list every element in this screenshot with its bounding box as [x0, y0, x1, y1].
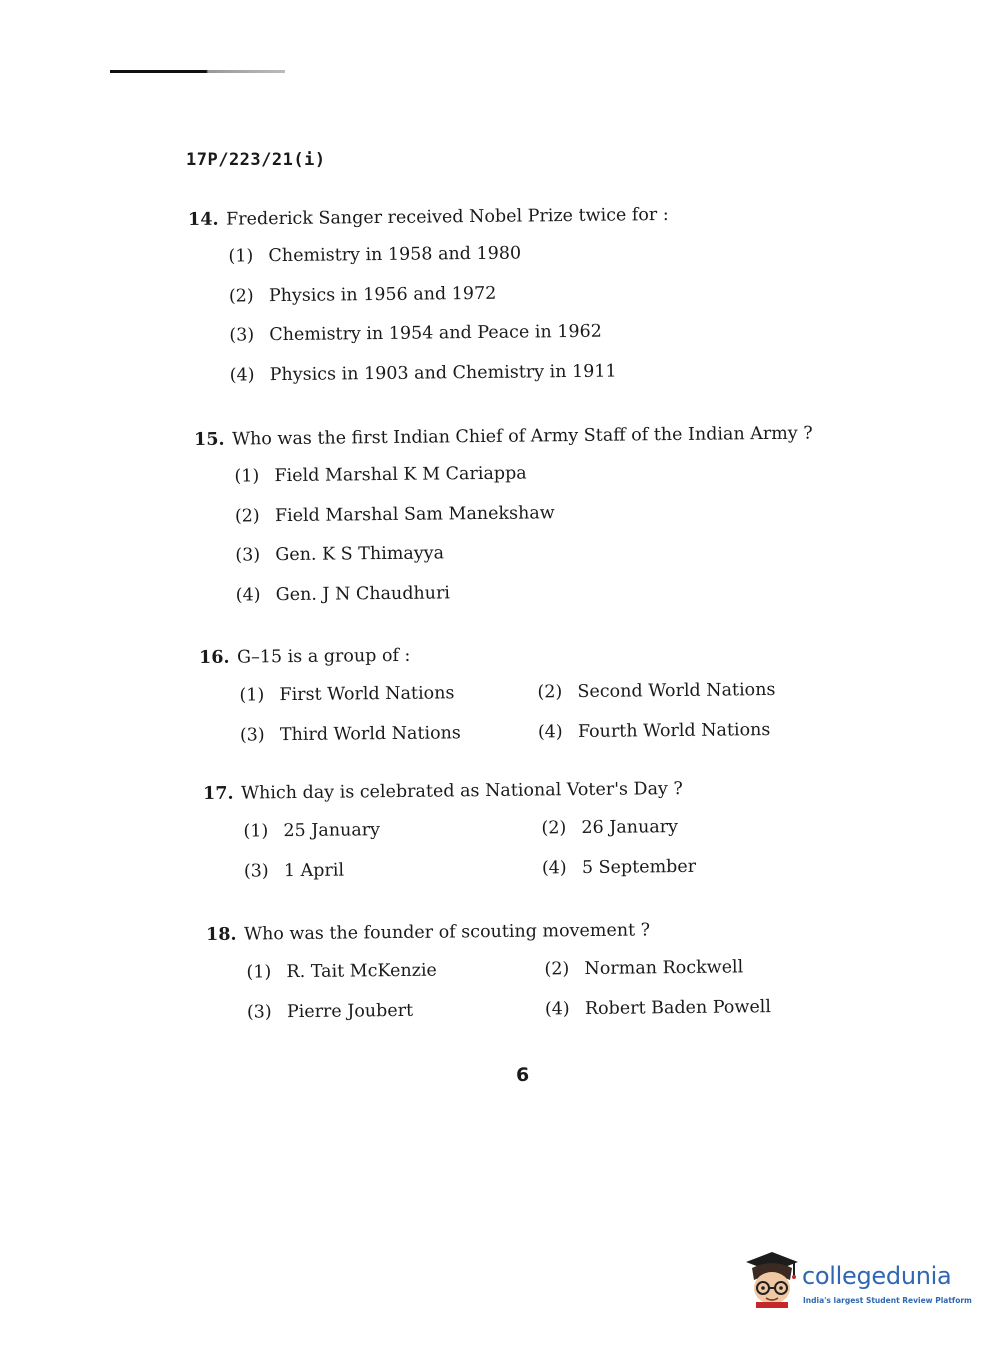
question-text: Frederick Sanger received Nobel Prize twice for :: [225, 204, 669, 230]
graduate-mascot-icon: [742, 1250, 800, 1308]
paper-code: 17P/223/21(i): [186, 150, 326, 170]
question-16: [199, 642, 798, 746]
question-number: 16.: [199, 647, 230, 668]
option-4: (4) Gen. J N Chaudhuri: [235, 582, 451, 606]
option-1: (1) First World Nations: [239, 683, 455, 706]
option-3: (3) Pierre Joubert: [246, 1000, 414, 1023]
option-1: (1) R. Tait McKenzie: [246, 960, 437, 983]
option-2: (2) Norman Rockwell: [544, 957, 744, 980]
page-number: 6: [516, 1064, 530, 1086]
header-rule: [110, 70, 285, 73]
option-1: (1) Chemistry in 1958 and 1980: [228, 243, 522, 267]
question-number: 14.: [188, 209, 219, 230]
question-text: Who was the first Indian Chief of Army Staff of the Indian Army ?: [231, 423, 813, 450]
question-text: Who was the founder of scouting movement ?: [243, 920, 651, 945]
option-2: (2) 26 January: [541, 817, 679, 839]
option-2: (2) Physics in 1956 and 1972: [228, 283, 497, 307]
option-4: (4) Fourth World Nations: [537, 720, 771, 743]
option-3: (3) 1 April: [243, 860, 345, 882]
question-18: [206, 919, 805, 1023]
option-1: (1) 25 January: [243, 820, 381, 842]
question-number: 17.: [203, 783, 234, 804]
question-15: [194, 424, 815, 625]
brand-name: collegedunia: [802, 1262, 952, 1290]
option-4: (4) 5 September: [541, 856, 697, 879]
question-14: [188, 205, 671, 405]
question-number: 15.: [194, 429, 225, 450]
option-2: (2) Field Marshal Sam Manekshaw: [234, 502, 555, 527]
question-text: Which day is celebrated as National Voter's Day ?: [240, 778, 683, 804]
question-17: [203, 778, 802, 882]
option-3: (3) Gen. K S Thimayya: [235, 543, 445, 566]
question-number: 18.: [206, 924, 237, 945]
option-4: (4) Physics in 1903 and Chemistry in 1911: [229, 361, 617, 386]
option-1: (1) Field Marshal K M Cariappa: [234, 463, 527, 487]
brand-tagline: India's largest Student Review Platform: [803, 1296, 972, 1305]
option-3: (3) Third World Nations: [239, 723, 461, 746]
option-3: (3) Chemistry in 1954 and Peace in 1962: [229, 321, 602, 346]
option-2: (2) Second World Nations: [537, 679, 776, 703]
collegedunia-watermark: [742, 1250, 972, 1310]
option-4: (4) Robert Baden Powell: [544, 997, 772, 1020]
question-text: G–15 is a group of :: [236, 645, 411, 668]
